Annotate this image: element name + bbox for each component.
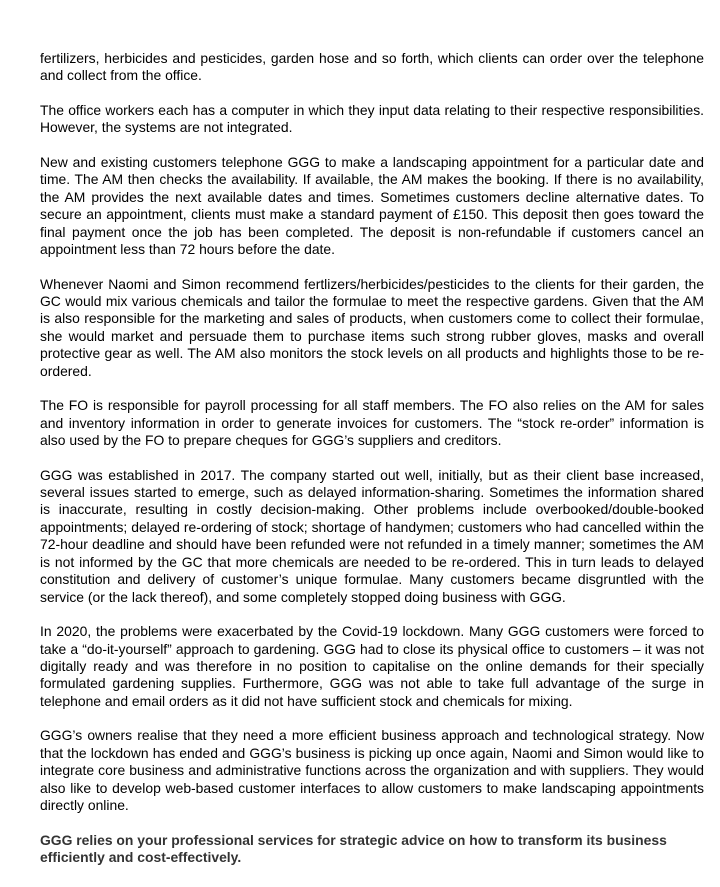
paragraph-covid-lockdown: In 2020, the problems were exacerbated by the Covid-19 lockdown. Many GGG customers were forced to take a “do-it-yourself” approach to gardening. GGG had to close its physical office to customers – it was not digitally ready and was therefore in no position to capitalise on the online demands for their specially formulated gardening supplies. Furthermore, GGG was not able to take full advantage of the surge in telephone and email orders as it did not have sufficient stock and chemicals for mixing. (40, 623, 704, 709)
paragraph-appointments: New and existing customers telephone GGG to make a landscaping appointment for a particular date and time. The AM then checks the availability. If available, the AM makes the booking. If there is no availability, the AM provides the next available dates and times. Sometimes customers decline alternative dates. To secure an appointment, clients must make a standard payment of £150. This deposit then goes toward the final payment once the job has been completed. The deposit is non-refundable if customers cancel an appointment less than 72 hours before the date. (40, 154, 704, 258)
paragraph-formulae-sales: Whenever Naomi and Simon recommend fertlizers/herbicides/pesticides to the clients for their garden, the GC would mix various chemicals and tailor the formulae to meet the respective gardens. Given that the AM is also responsible for the marketing and sales of products, when customers come to collect their formulae, she would market and persuade them to purchase items such strong rubber gloves, masks and overall protective gear as well. The AM also monitors the stock levels on all products and highlights those to be re-ordered. (40, 275, 704, 379)
paragraph-office-systems: The office workers each has a computer in which they input data relating to their respective responsibilities. However, the systems are not integrated. (40, 102, 704, 136)
paragraph-finance-officer: The FO is responsible for payroll processing for all staff members. The FO also relies on the AM for sales and inventory information in order to generate invoices for customers. The “stock re-order” information is also used by the FO to prepare cheques for GGG’s suppliers and creditors. (40, 397, 704, 449)
paragraph-owners-strategy: GGG’s owners realise that they need a more efficient business approach and technological strategy. Now that the lockdown has ended and GGG’s business is picking up once again, Naomi and Simon would like to integrate core business and administrative functions across the organization and with suppliers. They would also like to develop web-based customer interfaces to allow customers to make landscaping appointments directly online. (40, 727, 704, 813)
paragraph-ordering-supplies: fertilizers, herbicides and pesticides, garden hose and so forth, which clients can order over the telephone and collect from the office. (40, 50, 704, 84)
closing-statement: GGG relies on your professional services for strategic advice on how to transform its business efficiently and cost-effectively. (40, 831, 667, 865)
paragraph-company-issues: GGG was established in 2017. The company started out well, initially, but as their client base increased, several issues started to emerge, such as delayed information-sharing. Sometimes the information shared is inaccurate, resulting in costly decision-making. Other problems include overbooked/double-booked appointments; delayed re-ordering of stock; shortage of handymen; customers who had cancelled within the 72-hour deadline and should have been refunded were not refunded in a timely manner; sometimes the AM is not informed by the GC that more chemicals are needed to be re-ordered. This in turn leads to delayed constitution and delivery of customer’s unique formulae. Many customers became disgruntled with the service (or the lack thereof), and some completely stopped doing business with GGG. (40, 466, 704, 605)
